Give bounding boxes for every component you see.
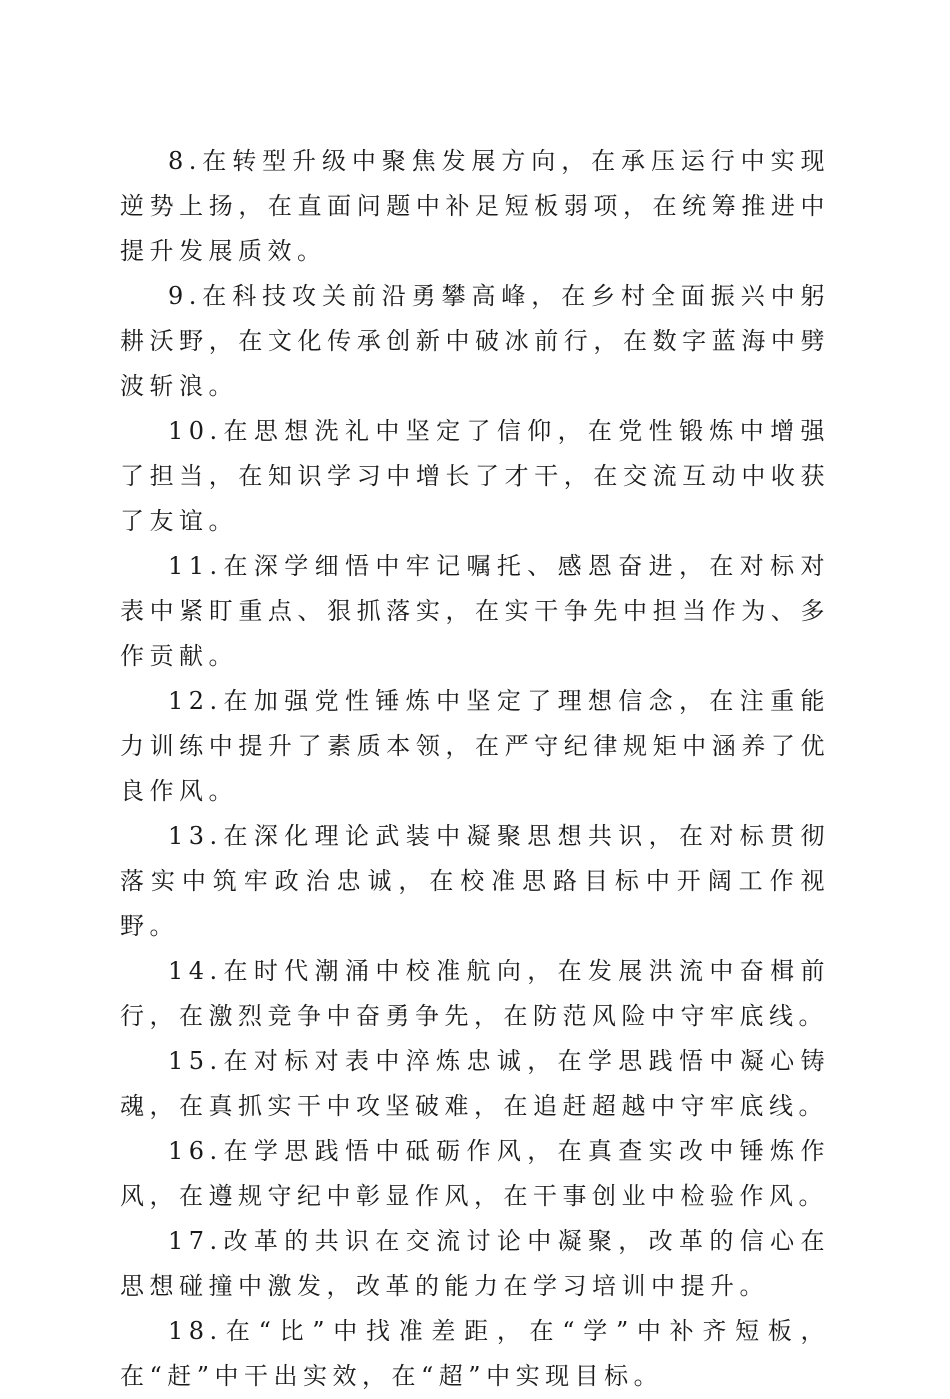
paragraph-18: 18.在“比”中找准差距，在“学”中补齐短板，在“赶”中干出实效，在“超”中实现目标。 [120,1317,830,1390]
paragraph-10: 10.在思想洗礼中坚定了信仰，在党性锻炼中增强了担当，在知识学习中增长了才干，在交流互动中收获了友谊。 [120,417,830,535]
paragraph-11: 11.在深学细悟中牢记嘱托、感恩奋进，在对标对表中紧盯重点、狠抓落实，在实干争先中担当作为、多作贡献。 [120,552,830,670]
paragraph-14: 14.在时代潮涌中校准航向，在发展洪流中奋楫前行，在激烈竞争中奋勇争先，在防范风险中守牢底线。 [120,957,830,1030]
document-body [120,139,830,1399]
paragraph-13: 13.在深化理论武装中凝聚思想共识，在对标贯彻落实中筑牢政治忠诚，在校准思路目标中开阔工作视野。 [120,822,830,940]
paragraph-12: 12.在加强党性锤炼中坚定了理想信念，在注重能力训练中提升了素质本领，在严守纪律规矩中涵养了优良作风。 [120,687,830,805]
paragraph-17: 17.改革的共识在交流讨论中凝聚，改革的信心在思想碰撞中激发，改革的能力在学习培训中提升。 [120,1227,830,1300]
paragraph-9: 9.在科技攻关前沿勇攀高峰，在乡村全面振兴中躬耕沃野，在文化传承创新中破冰前行，在数字蓝海中劈波斩浪。 [120,282,830,400]
paragraph-15: 15.在对标对表中淬炼忠诚，在学思践悟中凝心铸魂，在真抓实干中攻坚破难，在追赶超越中守牢底线。 [120,1047,830,1120]
paragraph-16: 16.在学思践悟中砥砺作风，在真查实改中锤炼作风，在遵规守纪中彰显作风，在干事创业中检验作风。 [120,1137,830,1210]
paragraph-8: 8.在转型升级中聚焦发展方向，在承压运行中实现逆势上扬，在直面问题中补足短板弱项，在统筹推进中提升发展质效。 [120,147,830,265]
